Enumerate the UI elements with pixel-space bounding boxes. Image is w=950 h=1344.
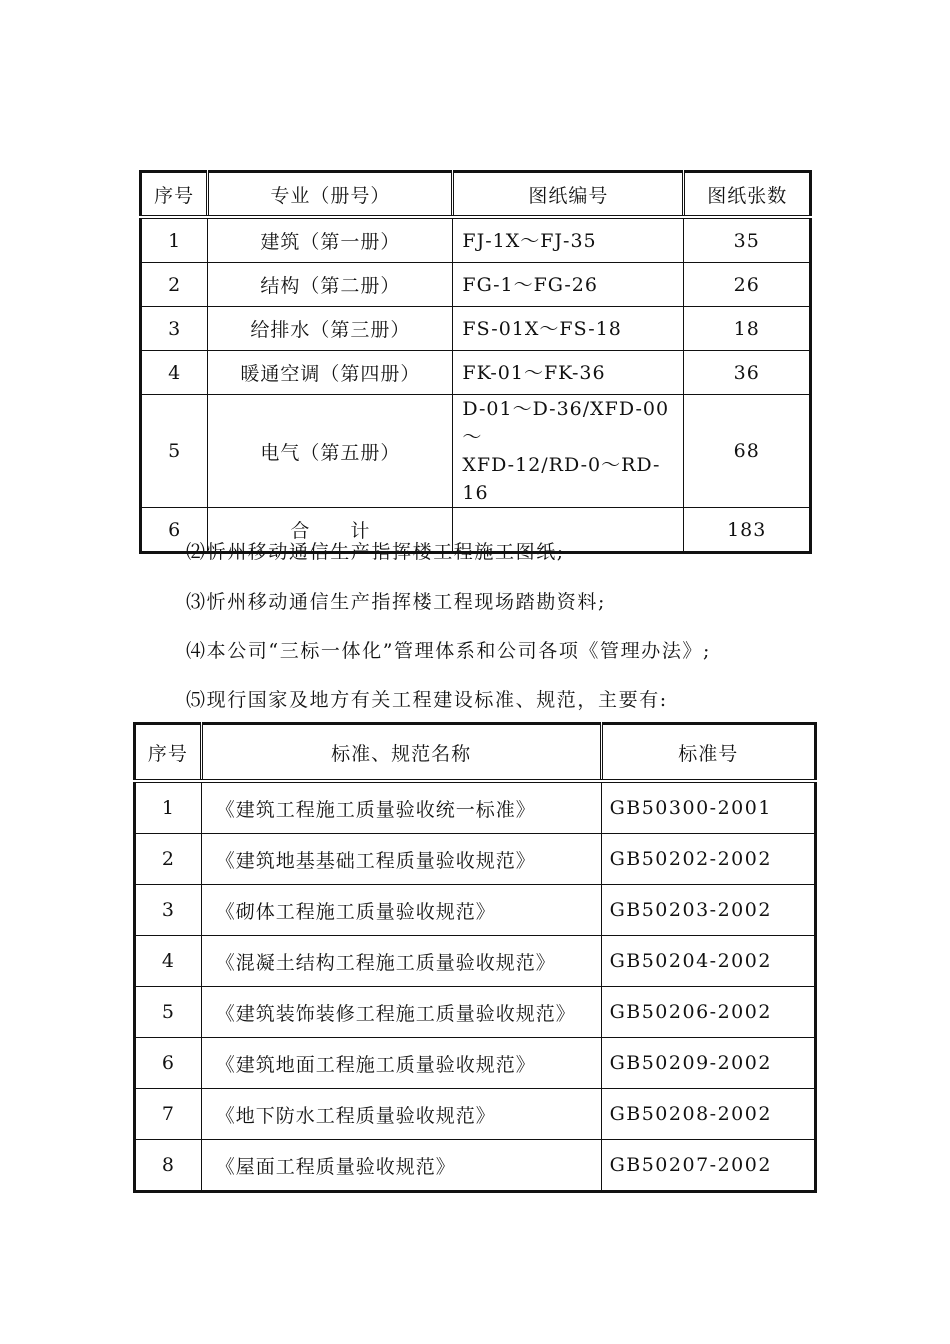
table-row xyxy=(135,987,816,1038)
table-row xyxy=(141,395,811,508)
row-count: 183 xyxy=(684,508,811,553)
drawing-list-table xyxy=(139,170,812,554)
row-standard-name: 《混凝土结构工程施工质量验收规范》 xyxy=(201,936,601,987)
row-no: 3 xyxy=(135,885,202,936)
row-standard-number: GB50204-2002 xyxy=(601,936,815,987)
standards-table xyxy=(133,722,817,1193)
row-major: 结构（第二册） xyxy=(208,263,453,307)
header-no: 序号 xyxy=(135,724,202,782)
row-standard-name: 《建筑工程施工质量验收统一标准》 xyxy=(201,781,601,834)
table-header-row xyxy=(141,172,811,218)
row-standard-number: GB50207-2002 xyxy=(601,1140,815,1192)
row-standard-number: GB50209-2002 xyxy=(601,1038,815,1089)
paragraph-item-2: ⑵忻州移动通信生产指挥楼工程施工图纸; xyxy=(186,541,565,563)
table-row xyxy=(135,1038,816,1089)
table-row xyxy=(141,307,811,351)
header-drawing-count: 图纸张数 xyxy=(684,172,811,218)
row-count: 36 xyxy=(684,351,811,395)
row-standard-number: GB50203-2002 xyxy=(601,885,815,936)
table-row xyxy=(141,263,811,307)
row-standard-name: 《建筑地基基础工程质量验收规范》 xyxy=(201,834,601,885)
row-major: 建筑（第一册） xyxy=(208,217,453,263)
row-code: FK-01～FK-36 xyxy=(453,351,684,395)
row-code: FG-1～FG-26 xyxy=(453,263,684,307)
row-count: 35 xyxy=(684,217,811,263)
paragraph-item-3: ⑶忻州移动通信生产指挥楼工程现场踏勘资料; xyxy=(186,591,607,613)
row-code xyxy=(453,395,684,508)
row-major: 给排水（第三册） xyxy=(208,307,453,351)
row-standard-name: 《地下防水工程质量验收规范》 xyxy=(201,1089,601,1140)
row-code: FS-01X～FS-18 xyxy=(453,307,684,351)
table-row xyxy=(135,885,816,936)
row-code-line2: XFD-12/RD-0～RD-16 xyxy=(462,454,661,504)
row-standard-number: GB50206-2002 xyxy=(601,987,815,1038)
paragraph-item-4: ⑷本公司“三标一体化”管理体系和公司各项《管理办法》; xyxy=(186,640,712,662)
row-no: 1 xyxy=(141,217,208,263)
row-no: 5 xyxy=(141,395,208,508)
row-standard-number: GB50208-2002 xyxy=(601,1089,815,1140)
row-code-line1: D-01～D-36/XFD-00～ xyxy=(462,398,670,448)
row-standard-name: 《砌体工程施工质量验收规范》 xyxy=(201,885,601,936)
row-no: 4 xyxy=(141,351,208,395)
row-no: 4 xyxy=(135,936,202,987)
row-no: 1 xyxy=(135,781,202,834)
row-major: 暖通空调（第四册） xyxy=(208,351,453,395)
header-standard-name: 标准、规范名称 xyxy=(201,724,601,782)
row-standard-name: 《建筑地面工程施工质量验收规范》 xyxy=(201,1038,601,1089)
row-standard-number: GB50202-2002 xyxy=(601,834,815,885)
row-no: 2 xyxy=(135,834,202,885)
row-count: 68 xyxy=(684,395,811,508)
table-row xyxy=(135,834,816,885)
row-no: 6 xyxy=(135,1038,202,1089)
row-major: 电气（第五册） xyxy=(208,395,453,508)
header-no: 序号 xyxy=(141,172,208,218)
row-count: 18 xyxy=(684,307,811,351)
row-no: 5 xyxy=(135,987,202,1038)
row-no: 7 xyxy=(135,1089,202,1140)
paragraph-item-5: ⑸现行国家及地方有关工程建设标准、规范，主要有: xyxy=(186,689,668,711)
table-row xyxy=(135,781,816,834)
row-count: 26 xyxy=(684,263,811,307)
table-row xyxy=(141,351,811,395)
header-drawing-code: 图纸编号 xyxy=(453,172,684,218)
row-standard-name: 《屋面工程质量验收规范》 xyxy=(201,1140,601,1192)
row-no: 6 xyxy=(141,508,208,553)
table-row xyxy=(141,217,811,263)
row-standard-number: GB50300-2001 xyxy=(601,781,815,834)
table-header-row xyxy=(135,724,816,782)
row-no: 3 xyxy=(141,307,208,351)
header-standard-number: 标准号 xyxy=(601,724,815,782)
table-row xyxy=(135,936,816,987)
row-major: 合 计 xyxy=(208,508,453,553)
row-no: 2 xyxy=(141,263,208,307)
row-no: 8 xyxy=(135,1140,202,1192)
header-major: 专业（册号） xyxy=(208,172,453,218)
table-row xyxy=(135,1140,816,1192)
table-row xyxy=(135,1089,816,1140)
row-standard-name: 《建筑装饰装修工程施工质量验收规范》 xyxy=(201,987,601,1038)
row-code: FJ-1X～FJ-35 xyxy=(453,217,684,263)
